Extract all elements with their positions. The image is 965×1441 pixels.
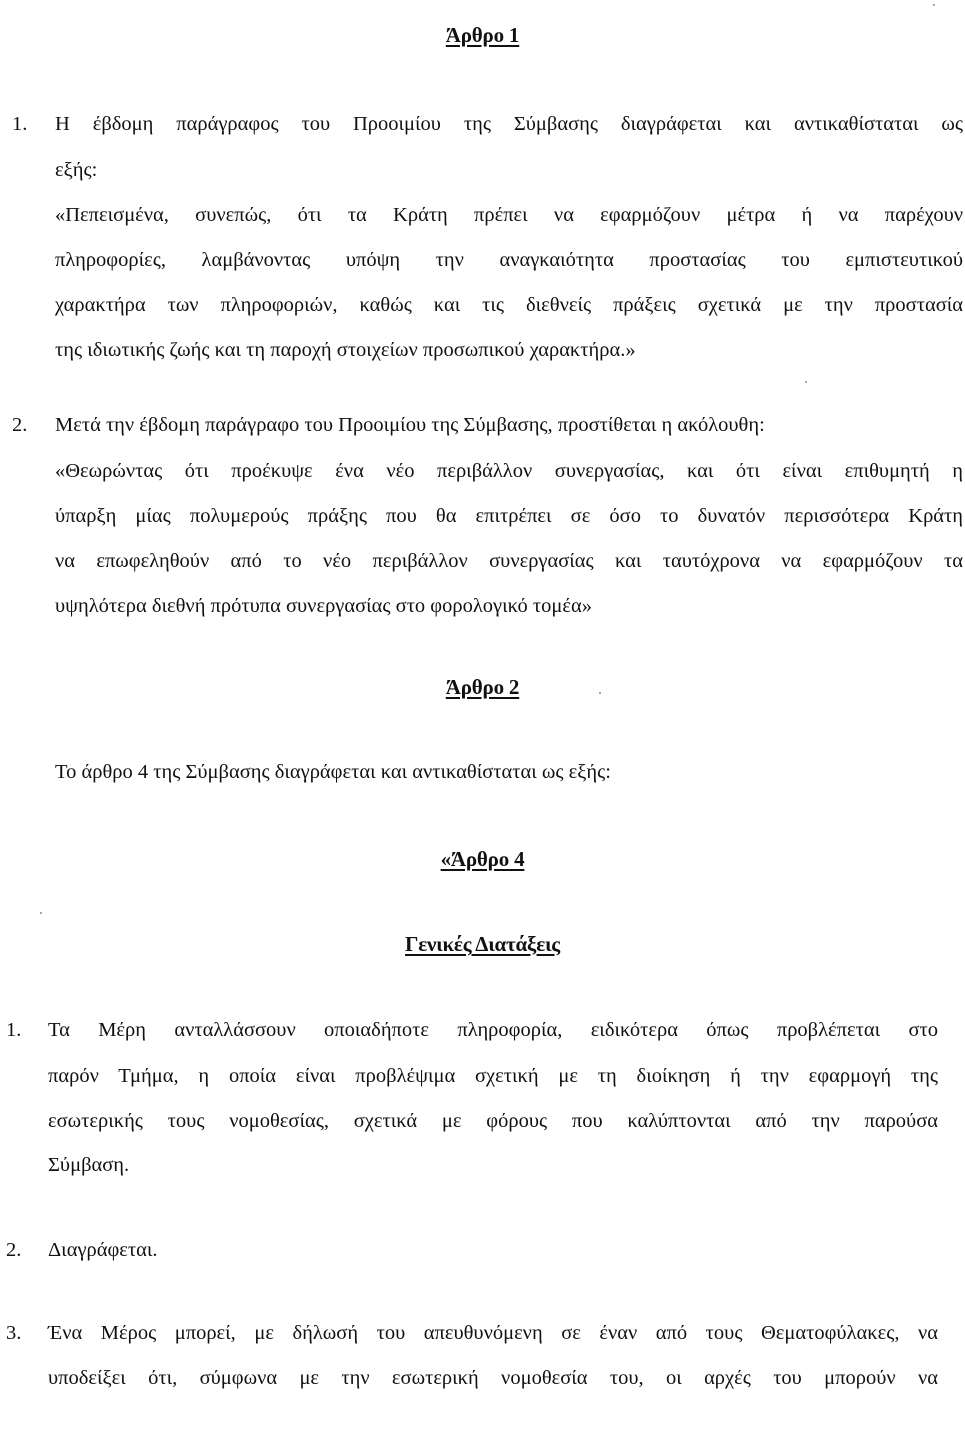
article-4-item-1-line-4: Σύμβαση. xyxy=(48,1154,130,1176)
item-2-quote-line-2: ύπαρξη μίας πολυμερούς πράξης που θα επιτρέπει σε όσο το δυνατόν περισσότερα Κράτη xyxy=(55,505,963,527)
item-2-line-1: Μετά την έβδομη παράγραφο του Προοιμίου της Σύμβασης, προστίθεται η ακόλουθη: xyxy=(55,414,765,436)
article-2-intro: Το άρθρο 4 της Σύμβασης διαγράφεται και αντικαθίσταται ως εξής: xyxy=(55,761,611,783)
article-4-item-1-line-3: εσωτερικής τους νομοθεσίας, σχετικά με φόρους που καλύπτονται από την παρούσα xyxy=(48,1110,938,1132)
scan-speck xyxy=(40,912,42,914)
item-2-quote-line-3: να επωφεληθούν από το νέο περιβάλλον συνεργασίας και ταυτόχρονα να εφαρμόζουν τα xyxy=(55,550,963,572)
article-4-item-1-line-1: Τα Μέρη ανταλλάσσουν οποιαδήποτε πληροφορία, ειδικότερα όπως προβλέπεται στο xyxy=(48,1019,938,1041)
scan-speck xyxy=(805,381,807,383)
article-4-item-3-line-1: Ένα Μέρος μπορεί, με δήλωσή του απευθυνόμενη σε έναν από τους Θεματοφύλακες, να xyxy=(48,1322,938,1344)
article-4-heading: «Άρθρο 4 xyxy=(440,847,525,871)
item-1-quote-line-4: της ιδιωτικής ζωής και τη παροχή στοιχείων προσωπικού χαρακτήρα.» xyxy=(55,339,636,361)
item-2-number: 2. xyxy=(12,414,28,436)
article-4-item-2-number: 2. xyxy=(6,1239,22,1261)
general-provisions-heading: Γενικές Διατάξεις xyxy=(405,932,560,956)
scan-speck xyxy=(599,692,601,694)
item-1-line-2: εξής: xyxy=(55,159,98,181)
article-2-heading: Άρθρο 2 xyxy=(445,675,520,699)
article-4-item-2-line-1: Διαγράφεται. xyxy=(48,1239,158,1261)
item-1-quote-line-1: «Πεπεισμένα, συνεπώς, ότι τα Κράτη πρέπει να εφαρμόζουν μέτρα ή να παρέχουν xyxy=(55,204,963,226)
item-1-number: 1. xyxy=(12,113,28,135)
item-1-line-1: Η έβδομη παράγραφος του Προοιμίου της Σύμβασης διαγράφεται και αντικαθίσταται ως xyxy=(55,113,963,135)
scan-speck xyxy=(933,4,935,6)
item-2-quote-line-1: «Θεωρώντας ότι προέκυψε ένα νέο περιβάλλον συνεργασίας, και ότι είναι επιθυμητή η xyxy=(55,460,963,482)
article-1-heading: Άρθρο 1 xyxy=(445,23,520,47)
article-4-item-1-number: 1. xyxy=(6,1019,22,1041)
item-2-quote-line-4: υψηλότερα διεθνή πρότυπα συνεργασίας στο φορολογικό τομέα» xyxy=(55,595,592,617)
article-4-item-1-line-2: παρόν Τμήμα, η οποία είναι προβλέψιμα σχετική με τη διοίκηση ή την εφαρμογή της xyxy=(48,1065,938,1087)
item-1-quote-line-2: πληροφορίες, λαμβάνοντας υπόψη την αναγκαιότητα προστασίας του εμπιστευτικού xyxy=(55,249,963,271)
article-4-item-3-line-2: υποδείξει ότι, σύμφωνα με την εσωτερική νομοθεσία του, οι αρχές του μπορούν να xyxy=(48,1367,938,1389)
item-1-quote-line-3: χαρακτήρα των πληροφοριών, καθώς και τις διεθνείς πράξεις σχετικά με την προστασία xyxy=(55,294,963,316)
article-4-item-3-number: 3. xyxy=(6,1322,22,1344)
